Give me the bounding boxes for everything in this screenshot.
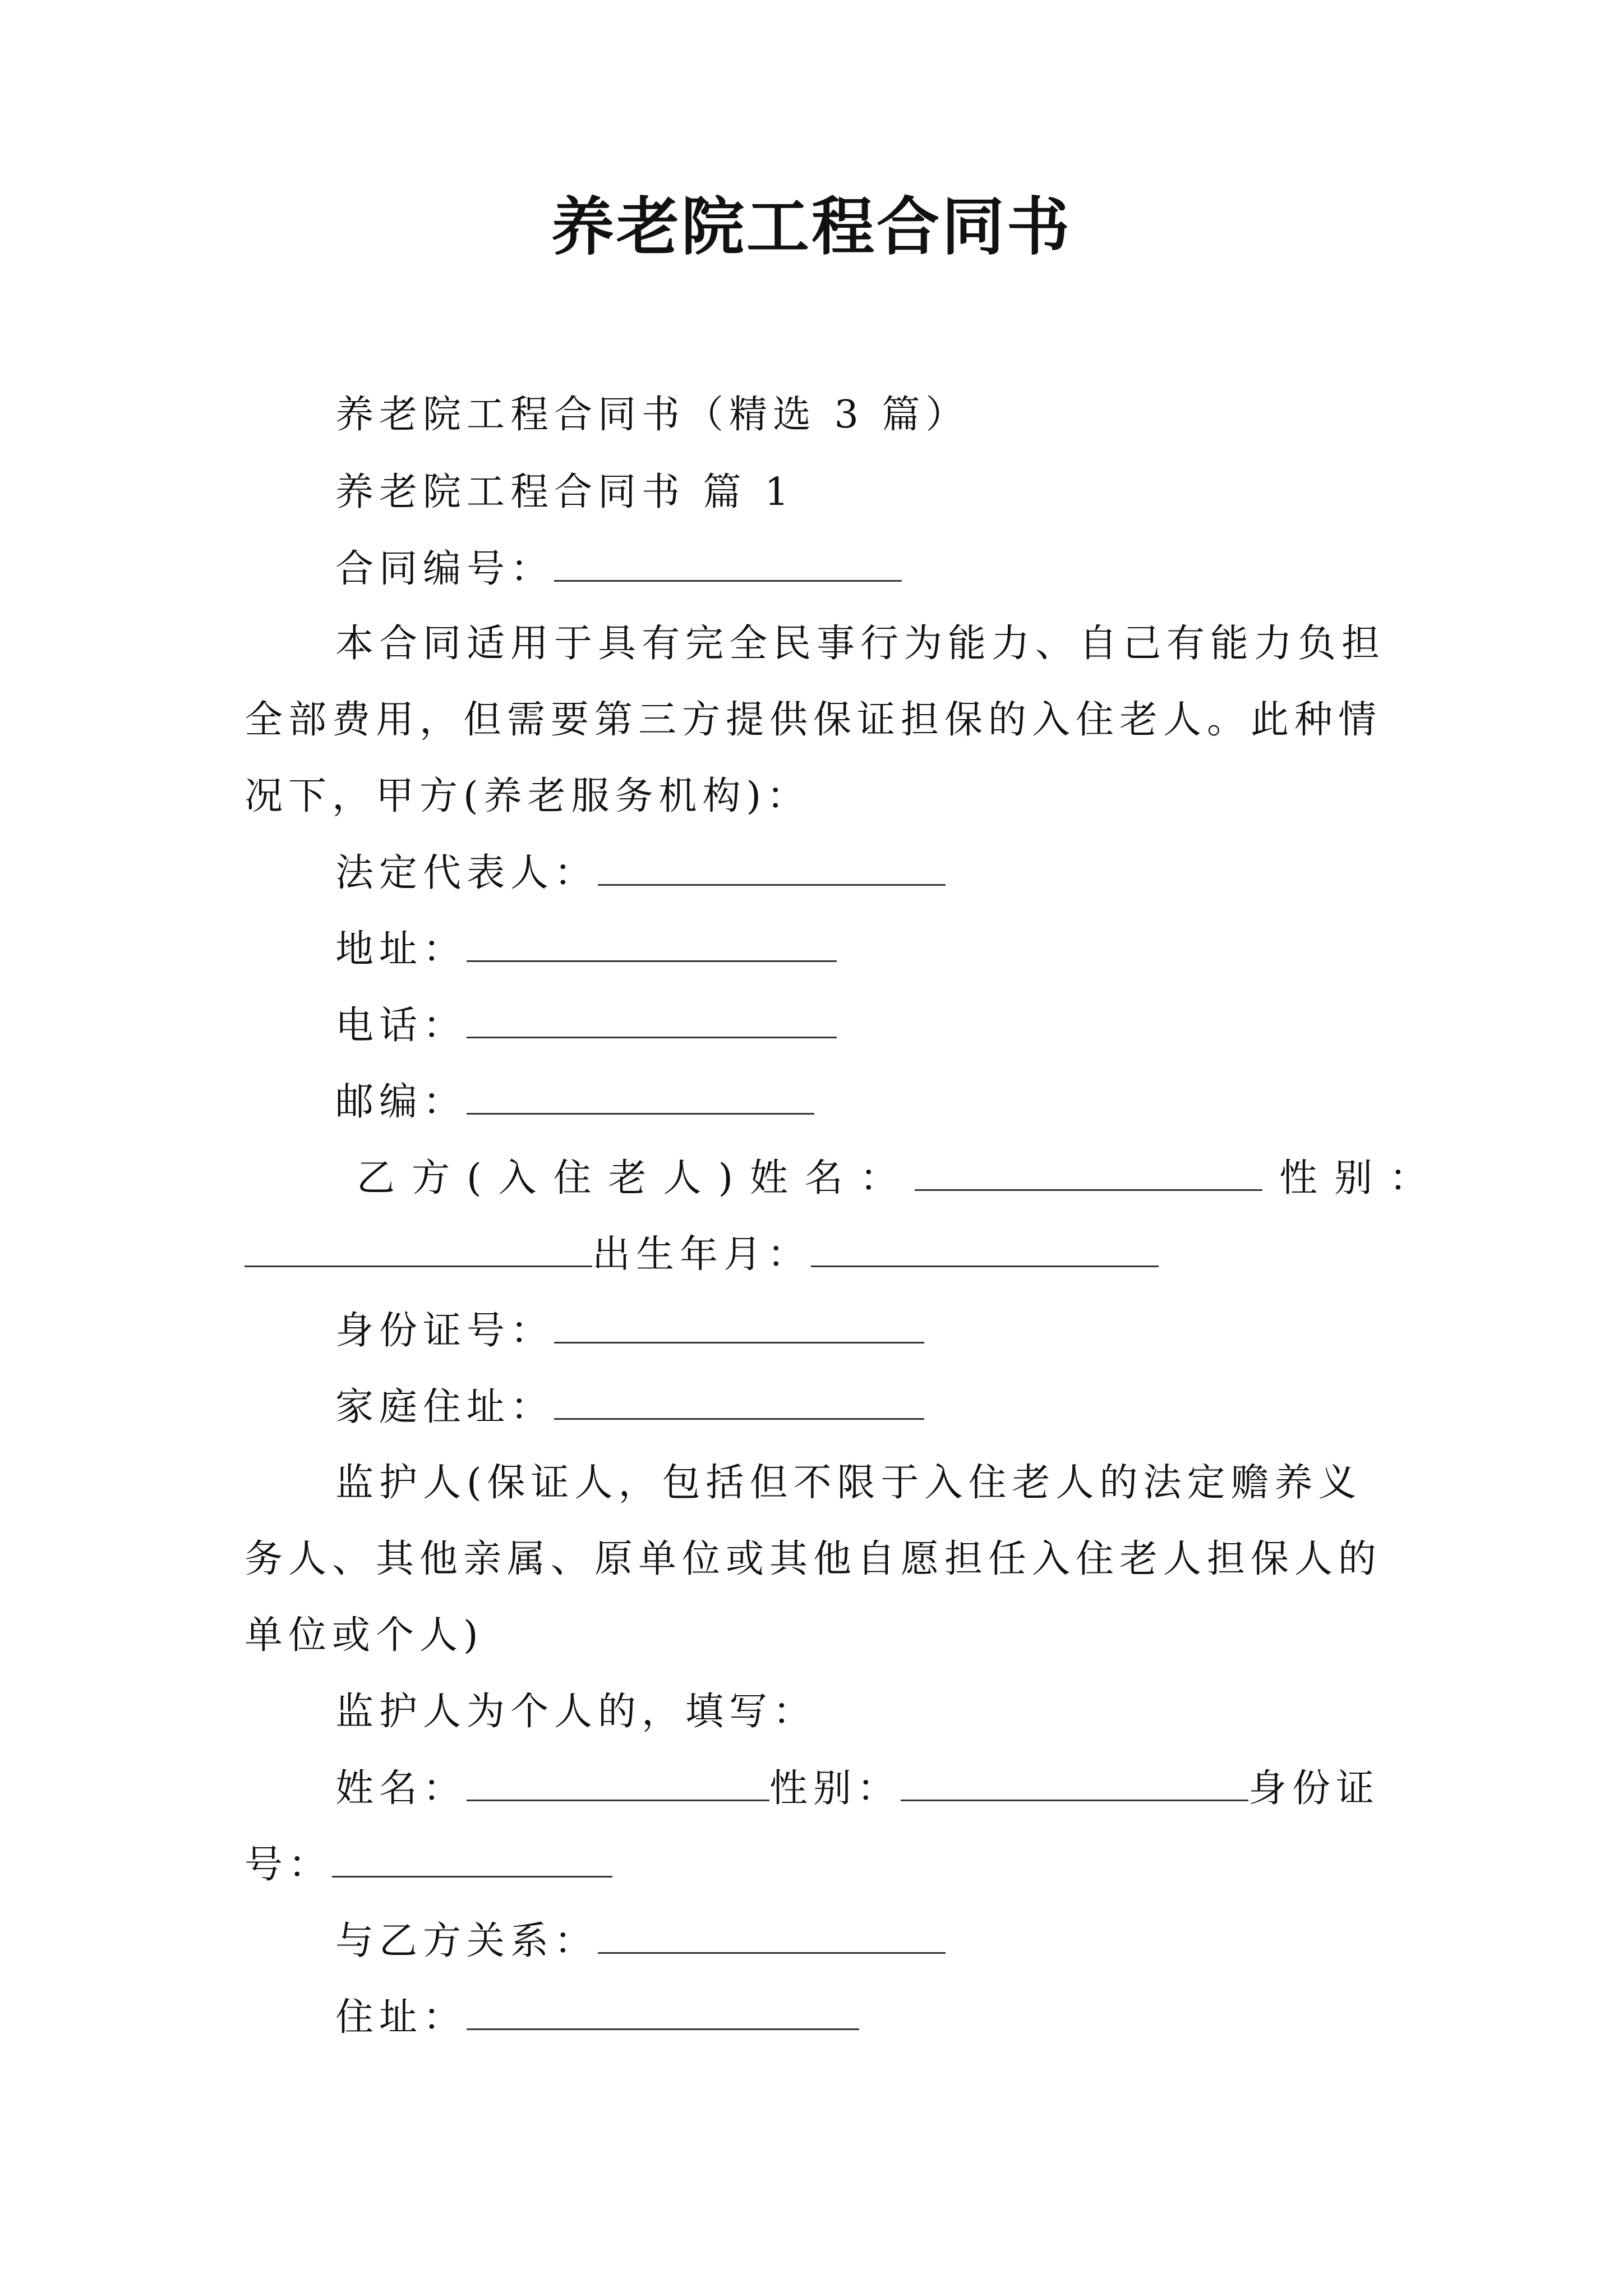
legal-rep-row bbox=[335, 845, 946, 901]
guardian-info-row bbox=[335, 1760, 1380, 1817]
birth-row bbox=[245, 1226, 1159, 1283]
contract-number-row bbox=[335, 541, 902, 597]
address-blank[interactable] bbox=[467, 921, 837, 962]
postcode-label: 邮编： bbox=[335, 1080, 467, 1124]
party-b-name-blank[interactable] bbox=[915, 1150, 1262, 1191]
document-title: 养老院工程合同书 bbox=[551, 190, 1072, 264]
party-b-row bbox=[357, 1150, 1444, 1207]
guardian-name-label: 姓名： bbox=[335, 1766, 467, 1811]
guardian-id-blank[interactable] bbox=[332, 1837, 612, 1878]
id-number-blank[interactable] bbox=[554, 1303, 924, 1343]
guardian-id-row bbox=[245, 1837, 612, 1893]
guardian-gender-blank[interactable] bbox=[901, 1760, 1248, 1801]
paragraph-line: 况下，甲方(养老服务机构)： bbox=[245, 774, 811, 818]
address-row bbox=[335, 921, 837, 978]
legal-rep-label: 法定代表人： bbox=[335, 851, 598, 895]
paragraph-line: 全部费用，但需要第三方提供保证担保的入住老人。此种情 bbox=[245, 698, 1382, 742]
subtitle-selection: 养老院工程合同书（精选 3 篇） bbox=[335, 393, 970, 437]
phone-row bbox=[335, 997, 837, 1054]
birth-date-blank[interactable] bbox=[811, 1226, 1159, 1267]
guardian-id-label-cont: 号： bbox=[245, 1843, 333, 1887]
home-address-row bbox=[335, 1379, 924, 1435]
party-b-name-label: 乙方(入住老人)姓名： bbox=[357, 1156, 915, 1200]
paragraph-line: 单位或个人) bbox=[245, 1613, 484, 1658]
guardian-name-blank[interactable] bbox=[467, 1760, 769, 1801]
postcode-row bbox=[335, 1074, 814, 1130]
relation-label: 与乙方关系： bbox=[335, 1919, 598, 1963]
phone-label: 电话： bbox=[335, 1004, 467, 1048]
paragraph-line: 监护人(保证人，包括但不限于入住老人的法定赡养义 bbox=[335, 1461, 1362, 1505]
home-address-blank[interactable] bbox=[554, 1379, 924, 1420]
paragraph-line: 务人、其他亲属、原单位或其他自愿担任入住老人担保人的 bbox=[245, 1537, 1382, 1581]
party-b-gender-blank[interactable] bbox=[245, 1226, 592, 1267]
guardian-address-row bbox=[335, 1989, 859, 2046]
relation-blank[interactable] bbox=[598, 1913, 946, 1954]
guardian-gender-label: 性别： bbox=[769, 1766, 901, 1811]
birth-date-label: 出生年月： bbox=[592, 1232, 811, 1277]
party-b-gender-label: 性别： bbox=[1279, 1156, 1445, 1200]
paragraph-line: 本合同适用于具有完全民事行为能力、自己有能力负担 bbox=[335, 622, 1386, 666]
postcode-blank[interactable] bbox=[467, 1074, 814, 1115]
phone-blank[interactable] bbox=[467, 997, 837, 1038]
guardian-id-label: 身份证 bbox=[1248, 1766, 1380, 1811]
guardian-address-label: 住址： bbox=[335, 1995, 467, 2040]
legal-rep-blank[interactable] bbox=[598, 845, 946, 886]
id-number-label: 身份证号： bbox=[335, 1309, 555, 1353]
contract-number-label: 合同编号： bbox=[335, 547, 555, 591]
relation-row bbox=[335, 1913, 946, 1970]
guardian-heading: 监护人为个人的，填写： bbox=[335, 1690, 817, 1734]
address-label: 地址： bbox=[335, 927, 467, 972]
section-heading: 养老院工程合同书 篇 1 bbox=[335, 470, 795, 514]
id-number-row bbox=[335, 1303, 924, 1359]
contract-number-blank[interactable] bbox=[554, 541, 902, 582]
guardian-address-blank[interactable] bbox=[467, 1989, 859, 2030]
home-address-label: 家庭住址： bbox=[335, 1385, 555, 1429]
